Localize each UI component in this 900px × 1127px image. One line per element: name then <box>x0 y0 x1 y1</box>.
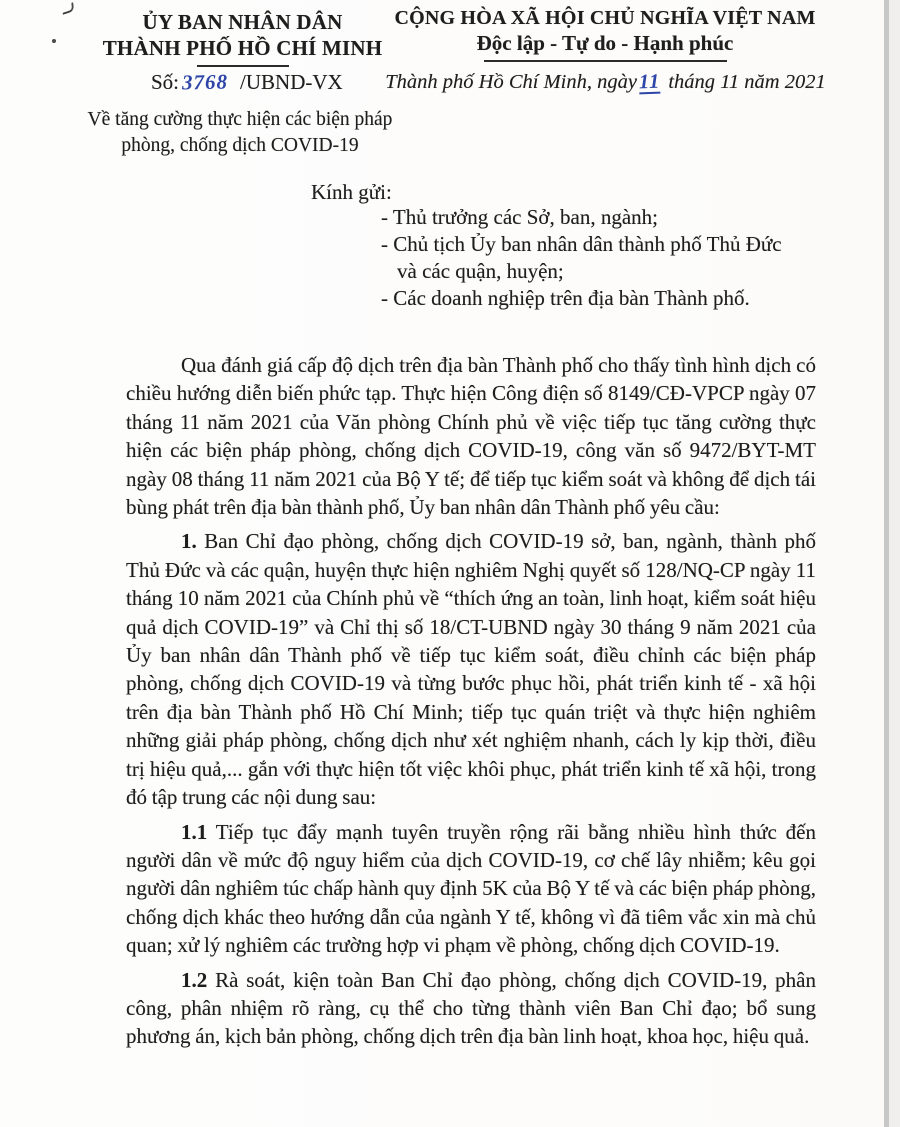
document-number-label: Số: <box>151 70 180 94</box>
recipient-bullet: - <box>381 232 388 256</box>
national-motto-line2: Độc lập - Tự do - Hạnh phúc <box>476 31 734 55</box>
recipient-item <box>381 204 811 231</box>
section-number: 1.1 <box>181 819 208 844</box>
national-motto-line1: CỘNG HÒA XÃ HỘI CHỦ NGHĨA VIỆT NAM <box>394 7 816 29</box>
subject-line1: Về tăng cường thực hiện các biện pháp <box>87 109 393 130</box>
paragraph-text: Qua đánh giá cấp độ dịch trên địa bàn Thành phố cho thấy tình hình dịch có chiều hướng diễn biến phức tạp. Thực hiện Công điện số 8149/CĐ-VPCP ngày 07 tháng 11 năm 2021 của Văn phòng Chính phủ về việc tiếp tục tăng cường thực hiện các biện pháp phòng, chống dịch COVID-19, công văn số 9472/BYT-MT ngày 08 tháng 11 năm 2021 của Bộ Y tế; để tiếp tục kiểm soát và không để dịch tái bùng phát trên địa bàn thành phố, Ủy ban nhân dân Thành phố yêu cầu: <box>126 353 816 520</box>
paragraph-section-1 <box>126 527 816 811</box>
recipient-text: Chủ tịch Ủy ban nhân dân thành phố Thủ Đức <box>393 232 782 256</box>
section-number: 1.2 <box>181 967 208 992</box>
issuer-header <box>95 9 390 67</box>
paragraph-text: Ban Chỉ đạo phòng, chống dịch COVID-19 sở, ban, ngành, thành phố Thủ Đức và các quận, huyện thực hiện nghiêm Nghị quyết số 128/NQ-CP ngày 11 tháng 10 năm 2021 của Chính phủ về “thích ứng an toàn, linh hoạt, kiểm soát hiệu quả dịch COVID-19” và Chỉ thị số 18/CT-UBND ngày 30 tháng 9 năm 2021 của Ủy ban nhân dân Thành phố về tiếp tục kiểm soát, điều chỉnh các biện pháp phòng, chống dịch COVID-19 và từng bước phục hồi, phát triển kinh tế - xã hội trên địa bàn Thành phố Hồ Chí Minh; tiếp tục quán triệt và thực hiện nghiêm những giải pháp phòng, chống dịch như xét nghiệm nhanh, cách ly kịp thời, điều trị hiệu quả,... gắn với thực hiện tốt việc khôi phục, phát triển kinh tế xã hội, trong đó tập trung các nội dung sau: <box>126 529 817 810</box>
place-date-line <box>383 71 828 94</box>
recipient-text: Các doanh nghiệp trên địa bàn Thành phố. <box>393 286 750 310</box>
date-suffix: tháng 11 năm 2021 <box>668 71 826 93</box>
scan-speck <box>52 39 56 43</box>
paragraph-text: Rà soát, kiện toàn Ban Chỉ đạo phòng, chống dịch COVID-19, phân công, phân nhiệm rõ ràng, cụ thể cho từng thành viên Ban Chỉ đạo; bổ sung phương án, kịch bản phòng, chống dịch trên địa bàn linh hoạt, khoa học, hiệu quả. <box>126 967 816 1049</box>
document-body <box>126 351 816 1057</box>
issuer-name-line1: ỦY BAN NHÂN DÂN <box>142 10 343 34</box>
salutation: Kính gửi: <box>311 180 392 204</box>
handwritten-day: 11 <box>638 70 661 94</box>
paragraph-intro <box>126 351 816 521</box>
scan-speck <box>62 2 74 15</box>
document-subject <box>70 107 410 159</box>
subject-line2: phòng, chống dịch COVID-19 <box>121 135 359 156</box>
recipient-list <box>381 204 811 312</box>
paragraph-section-1-2 <box>126 966 816 1051</box>
scan-fold-line <box>884 0 889 1127</box>
scan-edge-shadow <box>889 0 900 1127</box>
paragraph-section-1-1 <box>126 818 816 960</box>
issuer-underline <box>197 65 289 67</box>
recipient-text-continued: và các quận, huyện; <box>397 259 564 283</box>
recipient-item <box>381 285 811 312</box>
recipient-text: Thủ trưởng các Sở, ban, ngành; <box>392 205 658 229</box>
handwritten-document-number: 3768 <box>181 69 229 95</box>
recipient-item <box>381 231 811 285</box>
section-number: 1. <box>181 529 197 554</box>
recipient-bullet: - <box>381 205 388 229</box>
date-prefix: Thành phố Hồ Chí Minh, ngày <box>385 71 637 93</box>
document-number-suffix: /UBND-VX <box>240 70 343 94</box>
issuer-name-line2: THÀNH PHỐ HỒ CHÍ MINH <box>102 36 383 60</box>
paragraph-text: Tiếp tục đẩy mạnh tuyên truyền rộng rãi bằng nhiều hình thức đến người dân về mức độ nguy hiểm của dịch COVID-19, cơ chế lây nhiễm; kêu gọi người dân nghiêm túc chấp hành quy định 5K của Bộ Y tế và các biện pháp phòng, chống dịch khác theo hướng dẫn của ngành Y tế, không vì đã tiêm vắc xin mà chủ quan; xử lý nghiêm các trường hợp vi phạm về phòng, chống dịch COVID-19. <box>126 819 816 958</box>
recipient-bullet: - <box>381 286 388 310</box>
motto-underline <box>484 60 727 62</box>
national-header <box>385 5 825 62</box>
document-number-line <box>151 70 343 95</box>
